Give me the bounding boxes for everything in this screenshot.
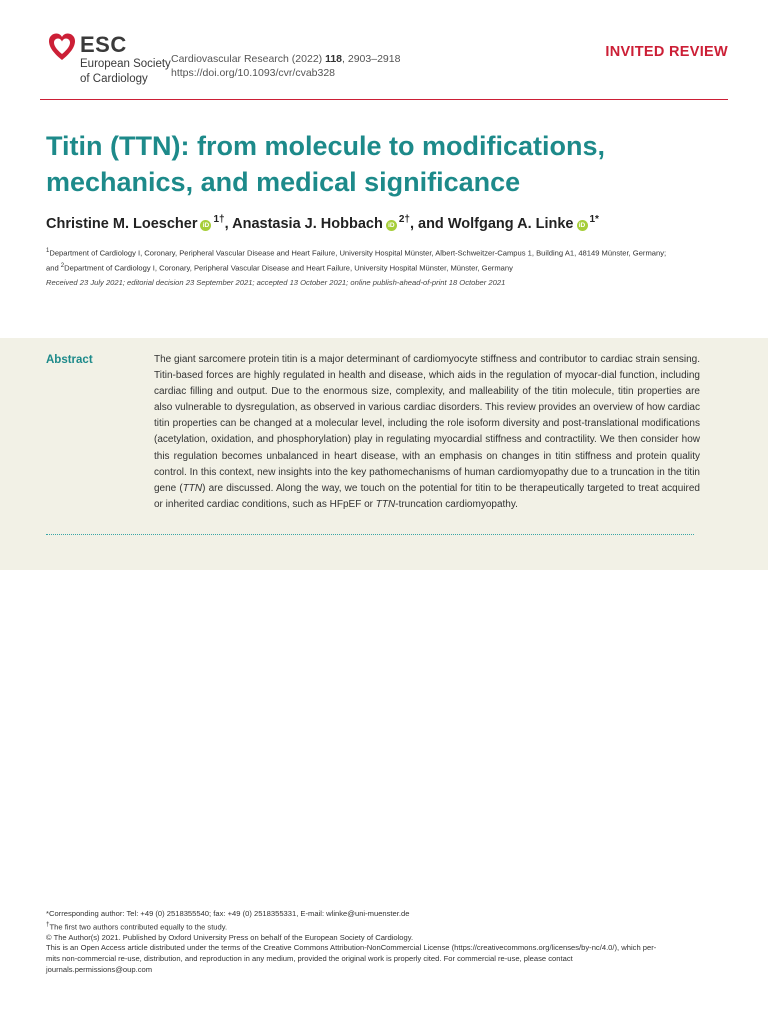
gene-name: TTN xyxy=(182,482,203,494)
abstract-divider xyxy=(46,534,694,535)
abstract-text: ) are discussed. Along the way, we touch on the potential for titin to be therapeutically targeted to treat acquired or inherited cardiac conditions, such as HFpEF or xyxy=(154,482,700,510)
author-affiliation-marker: 1* xyxy=(589,214,599,225)
esc-heart-logo-icon xyxy=(48,32,76,62)
abstract-heading: Abstract xyxy=(46,354,93,366)
article-type-label: INVITED REVIEW xyxy=(605,44,728,60)
author-name: Wolfgang A. Linke xyxy=(447,215,574,232)
abstract-body xyxy=(154,352,700,513)
author-affiliation-marker: 1† xyxy=(213,214,225,225)
author-separator: , and xyxy=(409,215,448,232)
abstract-text: The giant sarcomere protein titin is a major determinant of cardiomyocyte stiffness and contributor to cardiac strain sensing. Titin-based forces are highly regulated in health and disease, which aids in the regulation of myocar-dial function, including cardiac filling and output. Due to the enormous size, complexity, and malleability of the titin molecule, titin properties are also vulnerable to dysregulation, as observed in various cardiac disorders. This review provides an overview of how cardiac titin properties can be changed at a molecular level, including the role isoform diversity and post-translational modifications (acetylation, oxidation, and phosphorylation) play in regulating myocardial stiffness and contractility. We then consider how this regulation becomes unbalanced in heart disease, with an emphasis on changes in titin stiffness and protein quality control. In this context, new insights into the key pathomechanisms of human cardiomyopathy due to a truncation in the titin gene ( xyxy=(154,354,700,494)
journal-name: Cardiovascular Research (2022) xyxy=(171,53,323,65)
affiliations xyxy=(46,245,736,274)
affiliation-conjunction: and xyxy=(46,263,61,273)
title-line-2: mechanics, and medical significance xyxy=(46,167,521,197)
author-name: Christine M. Loescher xyxy=(46,215,198,232)
header-divider xyxy=(40,99,728,100)
article-title xyxy=(46,128,726,200)
orcid-icon[interactable]: iD xyxy=(386,220,397,231)
affiliation-2: Department of Cardiology I, Coronary, Peripheral Vascular Disease and Heart Failure, University Hospital Münster, Münster, Germany xyxy=(64,263,513,273)
orcid-icon[interactable]: iD xyxy=(200,220,211,231)
license-line-3[interactable]: journals.permissions@oup.com xyxy=(46,964,153,974)
author-affiliation-marker: 2† xyxy=(398,214,410,225)
license-line-2: mits non-commercial re-use, distribution, and reproduction in any medium, provided the original work is properly cited. For commercial re-use, please contact xyxy=(46,953,573,963)
copyright-notice: © The Author(s) 2021. Published by Oxford University Press on behalf of the European Society of Cardiology. xyxy=(46,932,414,942)
affiliation-marker: 1 xyxy=(46,248,50,254)
footnote-marker: † xyxy=(46,920,50,928)
author-list xyxy=(46,210,599,234)
license-line-1: This is an Open Access article distributed under the terms of the Creative Commons Attribution-NonCommercial License (https://creativecommons.org/licenses/by-nc/4.0/), which per- xyxy=(46,943,657,953)
affiliation-1: Department of Cardiology I, Coronary, Peripheral Vascular Disease and Heart Failure, University Hospital Münster, Albert-Schweitzer-Campus 1, Building A1, 48149 Münster, Germany; xyxy=(49,248,667,258)
footnotes xyxy=(46,909,736,975)
author-separator: , xyxy=(224,215,233,232)
affiliation-marker: 2 xyxy=(60,262,65,269)
doi-link[interactable]: https://doi.org/10.1093/cvr/cvab328 xyxy=(171,67,336,79)
author-name: Anastasia J. Hobbach xyxy=(232,215,383,232)
logo-society-line2: of Cardiology xyxy=(80,73,148,85)
logo-society-line1: European Society xyxy=(80,58,171,70)
journal-pages: , 2903–2918 xyxy=(342,53,401,65)
abstract-text: -truncation cardiomyopathy. xyxy=(395,498,518,510)
logo-society-text xyxy=(80,57,171,87)
journal-volume: 118 xyxy=(325,53,343,65)
logo-esc-text: ESC xyxy=(80,32,127,57)
article-history: Received 23 July 2021; editorial decision 23 September 2021; accepted 13 October 2021; online publish-ahead-of-print 18 October 2021 xyxy=(46,278,506,287)
gene-name: TTN xyxy=(375,498,396,510)
equal-contribution: The first two authors contributed equally to the study. xyxy=(49,922,228,932)
title-line-1: Titin (TTN): from molecule to modifications, xyxy=(46,131,605,161)
journal-citation xyxy=(171,52,400,80)
orcid-icon[interactable]: iD xyxy=(577,220,588,231)
corresponding-author: *Corresponding author: Tel: +49 (0) 2518355540; fax: +49 (0) 2518355331, E-mail: wlinke@uni-muenster.de xyxy=(46,909,410,918)
